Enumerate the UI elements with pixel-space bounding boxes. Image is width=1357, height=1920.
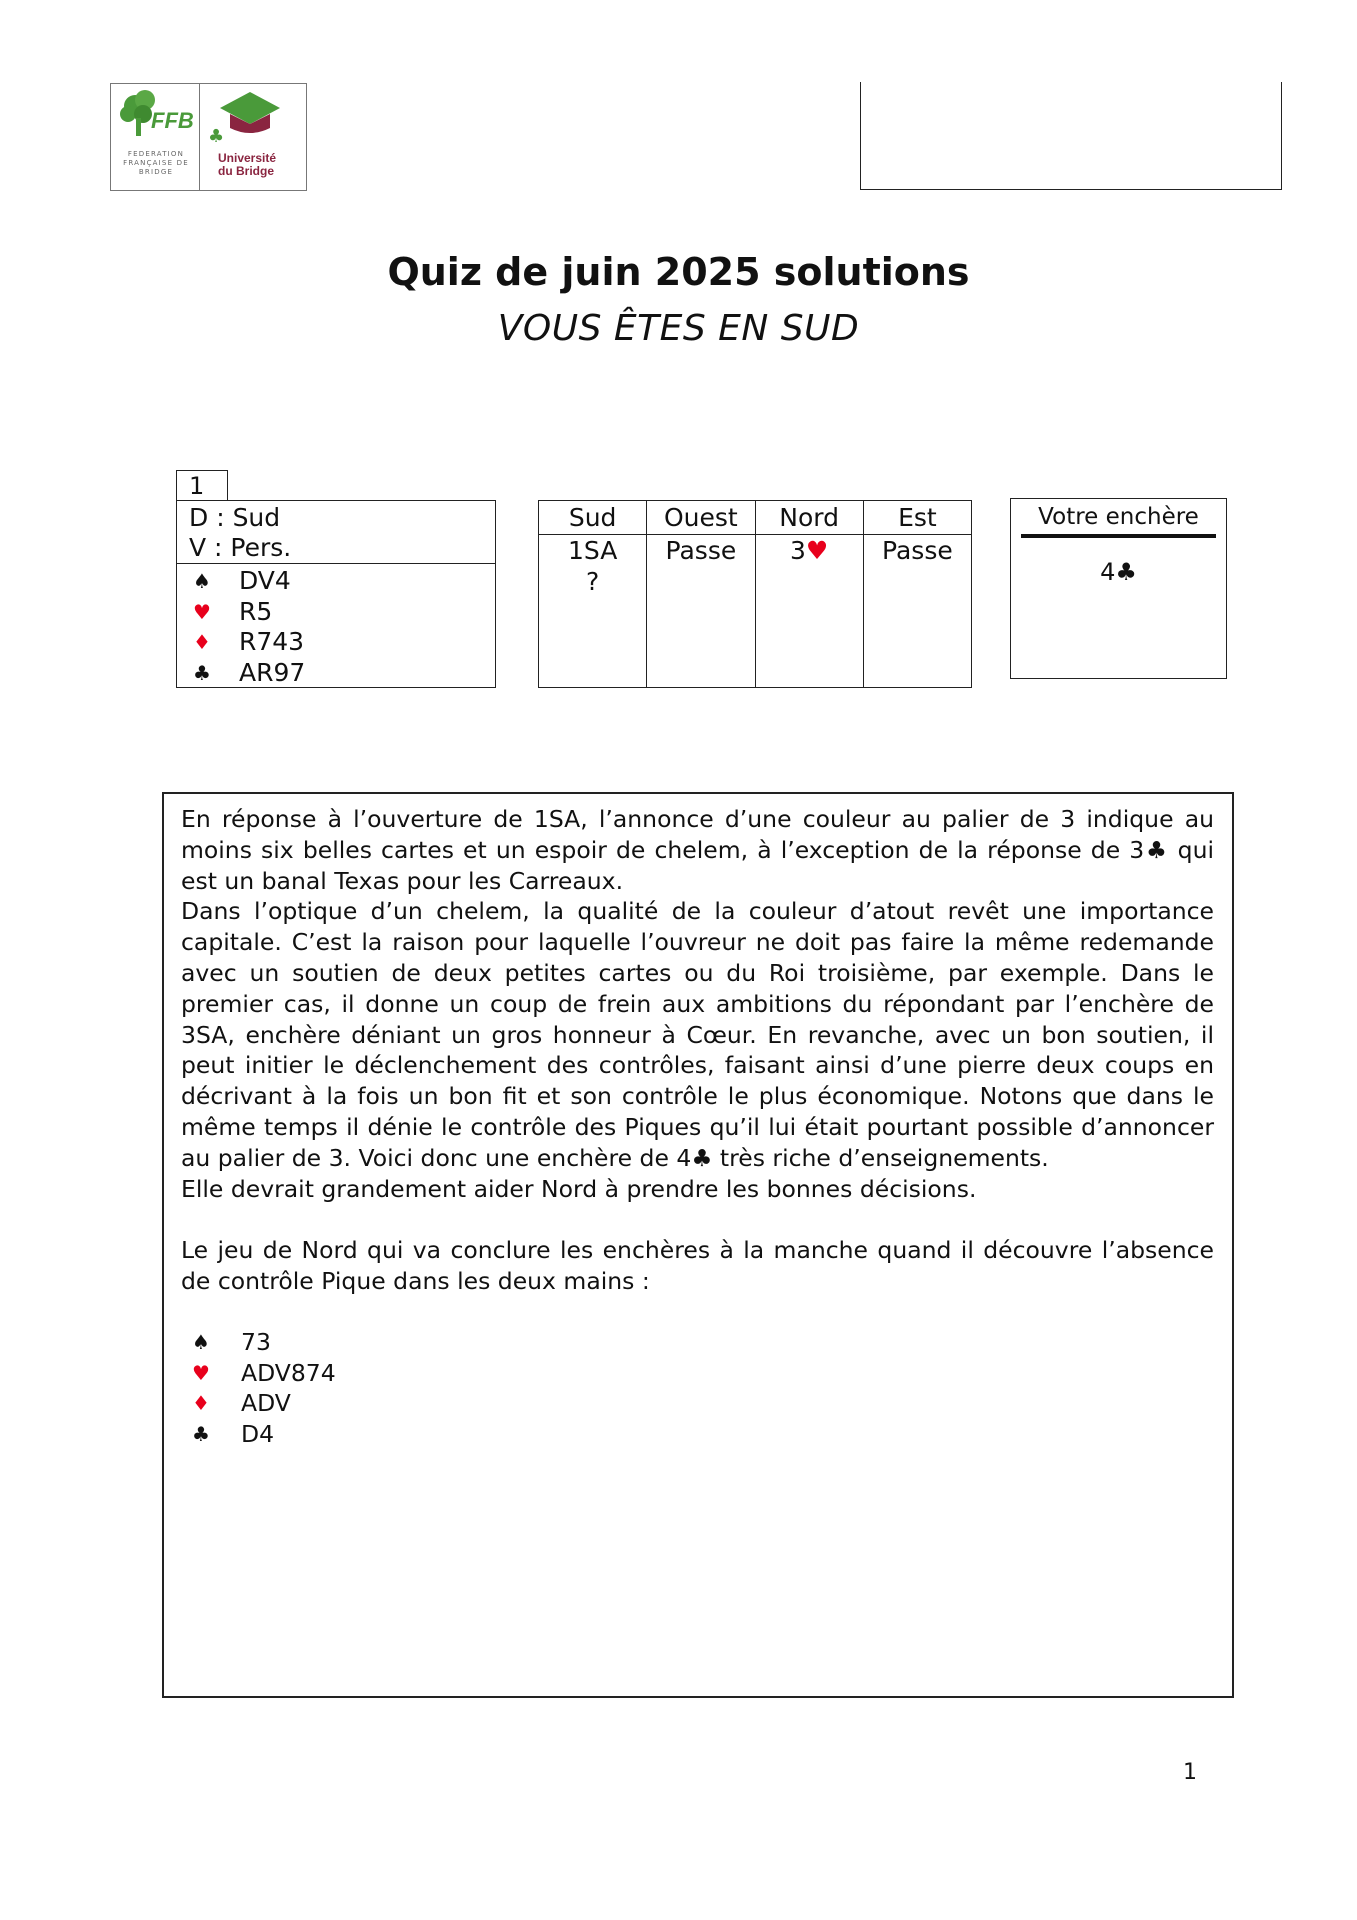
bid-cell: 3♥ xyxy=(789,536,829,565)
solution-box xyxy=(162,792,1234,1698)
ffb-subtitle: FEDERATION FRANÇAISE DE BRIDGE xyxy=(123,150,189,176)
ffb-tree-icon xyxy=(111,84,199,146)
solution-paragraph: Dans l’optique d’un chelem, la qualité de la couleur d’atout revêt une importance capitale. C’est la raison pour laquelle l’ouvreur ne doit pas faire la même redemande avec un soutien de deux petites cartes ou du Roi troisième, par exemple. Dans le premier cas, il donne un coup de frein aux ambitions du répondant par l’enchère de 3SA, enchère déniant un gros honneur à Cœur. En revanche, avec un bon soutien, il peut initier le déclenchement des contrôles, faisant ainsi d’une pierre deux coups en décrivant à la fois un bon fit et son contrôle le plus économique. Notons que dans le même temps il dénie le contrôle des Piques qu’il lui était pourtant possible d’annoncer au palier de 3. Voici donc une enchère de 4♣ très riche d’enseignements. xyxy=(181,897,1214,1172)
logo-block xyxy=(110,83,307,191)
answer-label: Votre enchère xyxy=(1038,504,1199,530)
suit-row xyxy=(187,597,495,628)
suit-row xyxy=(187,658,495,689)
bid-header: Est xyxy=(864,501,971,535)
vulnerability-line: V : Pers. xyxy=(189,533,292,562)
answer-divider xyxy=(1021,534,1216,538)
page-subtitle: VOUS ÊTES EN SUD xyxy=(497,308,860,349)
club-icon: ♣ xyxy=(1144,835,1169,864)
answer-box xyxy=(1010,498,1227,679)
spade-cards: DV4 xyxy=(239,566,291,595)
mortarboard-icon xyxy=(200,84,306,148)
universite-logo xyxy=(200,84,306,190)
bid-column-est xyxy=(864,501,971,687)
bid-header: Nord xyxy=(756,501,863,535)
club-icon: ♣ xyxy=(193,660,211,685)
bid-column-sud xyxy=(539,501,647,687)
bid-cell: 1SA xyxy=(567,536,618,565)
svg-text:FFB: FFB xyxy=(151,108,194,133)
diamond-cards: R743 xyxy=(239,627,305,656)
heart-icon: ♥ xyxy=(805,536,829,565)
corner-box xyxy=(860,82,1282,190)
suit-row xyxy=(191,1419,1214,1450)
suit-row xyxy=(191,1358,1214,1389)
hand-header xyxy=(177,501,495,564)
hand-cards xyxy=(177,564,495,688)
spade-icon: ♠ xyxy=(192,1329,210,1354)
north-hand xyxy=(181,1327,1214,1450)
svg-text:♣: ♣ xyxy=(208,126,225,147)
bid-cell: ? xyxy=(585,567,600,596)
bid-column-ouest xyxy=(647,501,755,687)
solution-paragraph: Le jeu de Nord qui va conclure les enchères à la manche quand il découvre l’absence de contrôle Pique dans les deux mains : xyxy=(181,1236,1214,1295)
spade-cards: 73 xyxy=(241,1327,271,1356)
suit-row xyxy=(187,566,495,597)
solution-paragraph: Elle devrait grandement aider Nord à prendre les bonnes décisions. xyxy=(181,1174,977,1203)
heart-cards: ADV874 xyxy=(241,1358,336,1387)
heart-cards: R5 xyxy=(239,596,273,626)
bid-cell: Passe xyxy=(882,536,953,565)
heart-icon: ♥ xyxy=(193,599,211,624)
bid-column-nord xyxy=(756,501,864,687)
dealer-line: D : Sud xyxy=(189,503,281,532)
ffb-logo xyxy=(111,84,200,190)
page-title: Quiz de juin 2025 solutions xyxy=(387,250,970,294)
bidding-table xyxy=(538,500,972,688)
heart-icon: ♥ xyxy=(192,1360,210,1385)
solution-paragraph: En réponse à l’ouverture de 1SA, l’annonce d’une couleur au palier de 3 indique au moins six belles cartes et un espoir de chelem, à l’exception de la réponse de 3♣ qui est un banal Texas pour les Carreaux. xyxy=(181,805,1215,895)
bid-header: Ouest xyxy=(647,501,754,535)
suit-row xyxy=(187,627,495,658)
answer-bid: 4♣ xyxy=(1100,558,1137,586)
club-cards: AR97 xyxy=(239,657,306,687)
bid-header: Sud xyxy=(539,501,646,535)
diamond-icon: ♦ xyxy=(193,630,211,654)
diamond-cards: ADV xyxy=(241,1389,291,1418)
page-number: 1 xyxy=(1183,1760,1197,1785)
club-cards: D4 xyxy=(241,1420,275,1449)
suit-row xyxy=(191,1327,1214,1358)
club-icon: ♣ xyxy=(1115,558,1137,586)
spade-icon: ♠ xyxy=(193,569,211,593)
club-icon: ♣ xyxy=(192,1422,210,1447)
universite-text: Université du Bridge xyxy=(218,151,277,178)
diamond-icon: ♦ xyxy=(192,1391,210,1416)
suit-row xyxy=(191,1388,1214,1419)
deal-number: 1 xyxy=(176,470,228,501)
south-hand-box xyxy=(176,500,496,688)
bid-cell: Passe xyxy=(665,536,737,565)
club-icon: ♣ xyxy=(691,1143,713,1172)
